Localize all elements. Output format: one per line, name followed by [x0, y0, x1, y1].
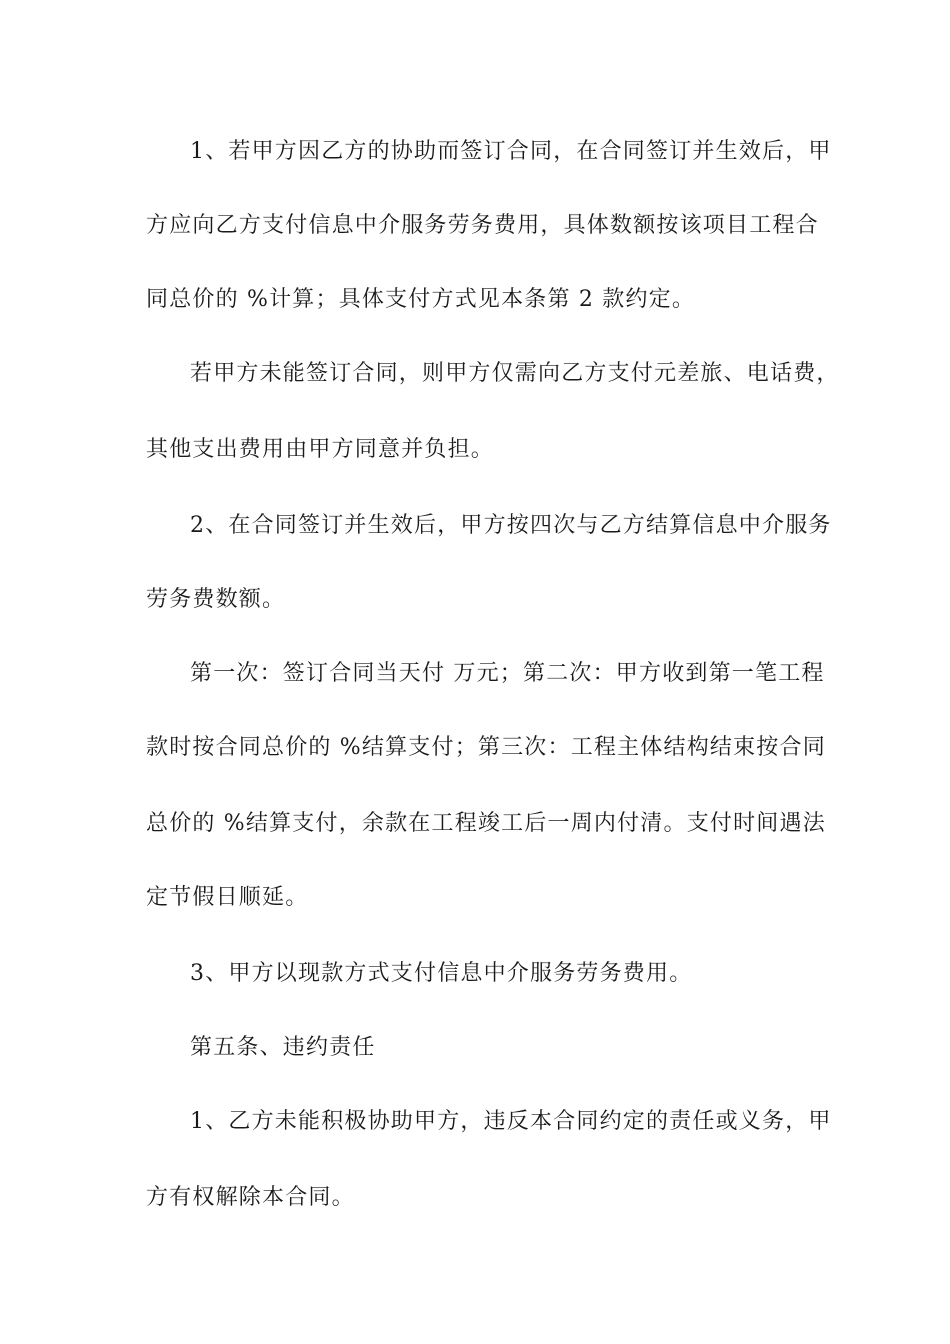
text-line: 同总价的 %计算；具体支付方式见本条第 2 款约定。	[146, 287, 696, 312]
text-line: 方应向乙方支付信息中介服务劳务费用，具体数额按该项目工程合	[146, 213, 819, 238]
text-line: 劳务费数额。	[146, 587, 286, 612]
text-line: 款时按合同总价的 %结算支付；第三次：工程主体结构结束按合同	[146, 735, 826, 760]
section-heading: 第五条、违约责任	[190, 1035, 376, 1060]
text-line: 若甲方未能签订合同，则甲方仅需向乙方支付元差旅、电话费，	[190, 361, 840, 386]
text-line: 1、乙方未能积极协助甲方，违反本合同约定的责任或义务，甲	[190, 1109, 832, 1134]
text-line: 其他支出费用由甲方同意并负担。	[146, 437, 495, 462]
text-line: 2、在合同签订并生效后，甲方按四次与乙方结算信息中介服务	[190, 513, 832, 538]
text-line: 3、甲方以现款方式支付信息中介服务劳务费用。	[190, 961, 693, 986]
text-line: 第一次：签订合同当天付 万元；第二次：甲方收到第一笔工程	[190, 661, 825, 686]
text-line: 总价的 %结算支付，余款在工程竣工后一周内付清。支付时间遇法	[146, 811, 826, 836]
text-line: 定节假日顺延。	[146, 885, 309, 910]
text-line: 1、若甲方因乙方的协助而签订合同，在合同签订并生效后，甲	[190, 139, 832, 164]
text-line: 方有权解除本合同。	[146, 1185, 355, 1210]
